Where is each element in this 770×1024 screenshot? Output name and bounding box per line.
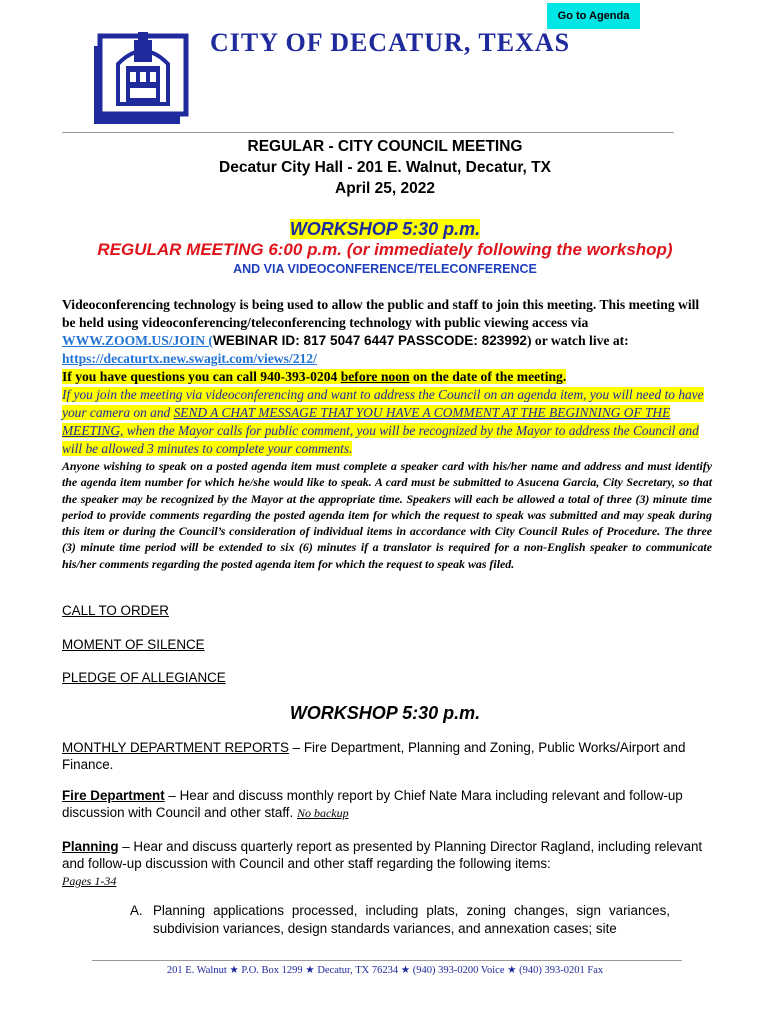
planning-item: Planning – Hear and discuss quarterly report as presented by Planning Director Ragland, including relevant and follow-up discussion with Council and other staff regarding the following items: Pages 1-34 (62, 839, 703, 888)
meeting-location: Decatur City Hall - 201 E. Walnut, Decatur, TX (219, 159, 551, 176)
regular-meeting-time: REGULAR MEETING 6:00 p.m. (or immediately following the workshop) (97, 240, 673, 259)
meeting-title: REGULAR - CITY COUNCIL MEETING (247, 138, 523, 155)
speaker-card-paragraph: Anyone wishing to speak on a posted agenda item must complete a speaker card with his/her name and address and must identify the agenda item number for which he/she would like to speak. A card must be submitted to Asucena Garcia, City Secretary, so that the speaker may be recognized by the Mayor at the appropriate time. Speakers will each be allowed a total of three (3) minute time period to provide comments regarding the posted agenda item for which the request to speak was submitted and may speak during this item or during the Council’s consideration of individual items in accordance with City Council Rules of Procedure. The three (3) minute time period will be extended to six (6) minutes if a translator is required for a non-English speaker to communicate his/her comments regarding the posted agenda item for which the request to speak was filed. (62, 459, 712, 571)
workshop-time: WORKSHOP 5:30 p.m. (289, 219, 481, 239)
chat-instructions-paragraph: If you join the meeting via videoconferencing and want to address the Council on an agenda item, you will need to have your camera on and SEND A CHAT MESSAGE THAT YOU HAVE A COMMENT AT THE BEGINNING OF THE MEETING, when the Mayor calls for public comment, you will be recognized by the Mayor to address the Council and will be allowed 3 minutes to complete your comments. (62, 387, 704, 456)
moment-of-silence-heading: MOMENT OF SILENCE (62, 637, 205, 652)
header-divider (62, 132, 674, 133)
planning-subitem-a: A. Planning applications processed, including plats, zoning changes, sign variances, subdivision variances, design standards variances, and annexation cases; site (130, 903, 670, 936)
zoom-link[interactable]: WWW.ZOOM.US/JOIN ( (62, 333, 213, 348)
swagit-link[interactable]: https://decaturtx.new.swagit.com/views/212/ (62, 351, 317, 366)
go-to-agenda-button[interactable]: Go to Agenda (547, 3, 640, 29)
pages-note: Pages 1-34 (62, 874, 117, 888)
workshop-heading: WORKSHOP 5:30 p.m. (289, 703, 481, 723)
city-logo (90, 26, 190, 126)
questions-paragraph: If you have questions you can call 940-393-0204 before noon on the date of the meeting. (62, 369, 567, 384)
call-to-order-heading: CALL TO ORDER (62, 603, 169, 618)
department-reports-item: MONTHLY DEPARTMENT REPORTS – Fire Department, Planning and Zoning, Public Works/Airport and Finance. (62, 740, 686, 772)
meeting-date: April 25, 2022 (335, 180, 435, 197)
footer-divider (92, 960, 682, 961)
videoconference-paragraph: Videoconferencing technology is being used to allow the public and staff to join this meeting. This meeting will be held using videoconferencing/teleconferencing technology with public viewing access via WWW.ZOOM.US/JOIN (WEBINAR ID: 817 5047 6447 PASSCODE: 823992) or watch live at: https://decaturtx.new.swagit.com/views/212/ (62, 297, 700, 366)
pledge-heading: PLEDGE OF ALLEGIANCE (62, 670, 226, 685)
city-title: CITY OF DECATUR, TEXAS (210, 28, 571, 57)
no-backup-note: No backup (296, 806, 349, 820)
fire-department-item: Fire Department – Hear and discuss monthly report by Chief Nate Mara including relevant and follow-up discussion with Council and other staff. No backup (62, 788, 683, 820)
footer-contact: 201 E. Walnut ★ P.O. Box 1299 ★ Decatur, TX 76234 ★ (940) 393-0200 Voice ★ (940) 393-0201 Fax (166, 965, 604, 976)
videoconference-note: AND VIA VIDEOCONFERENCE/TELECONFERENCE (233, 262, 537, 276)
